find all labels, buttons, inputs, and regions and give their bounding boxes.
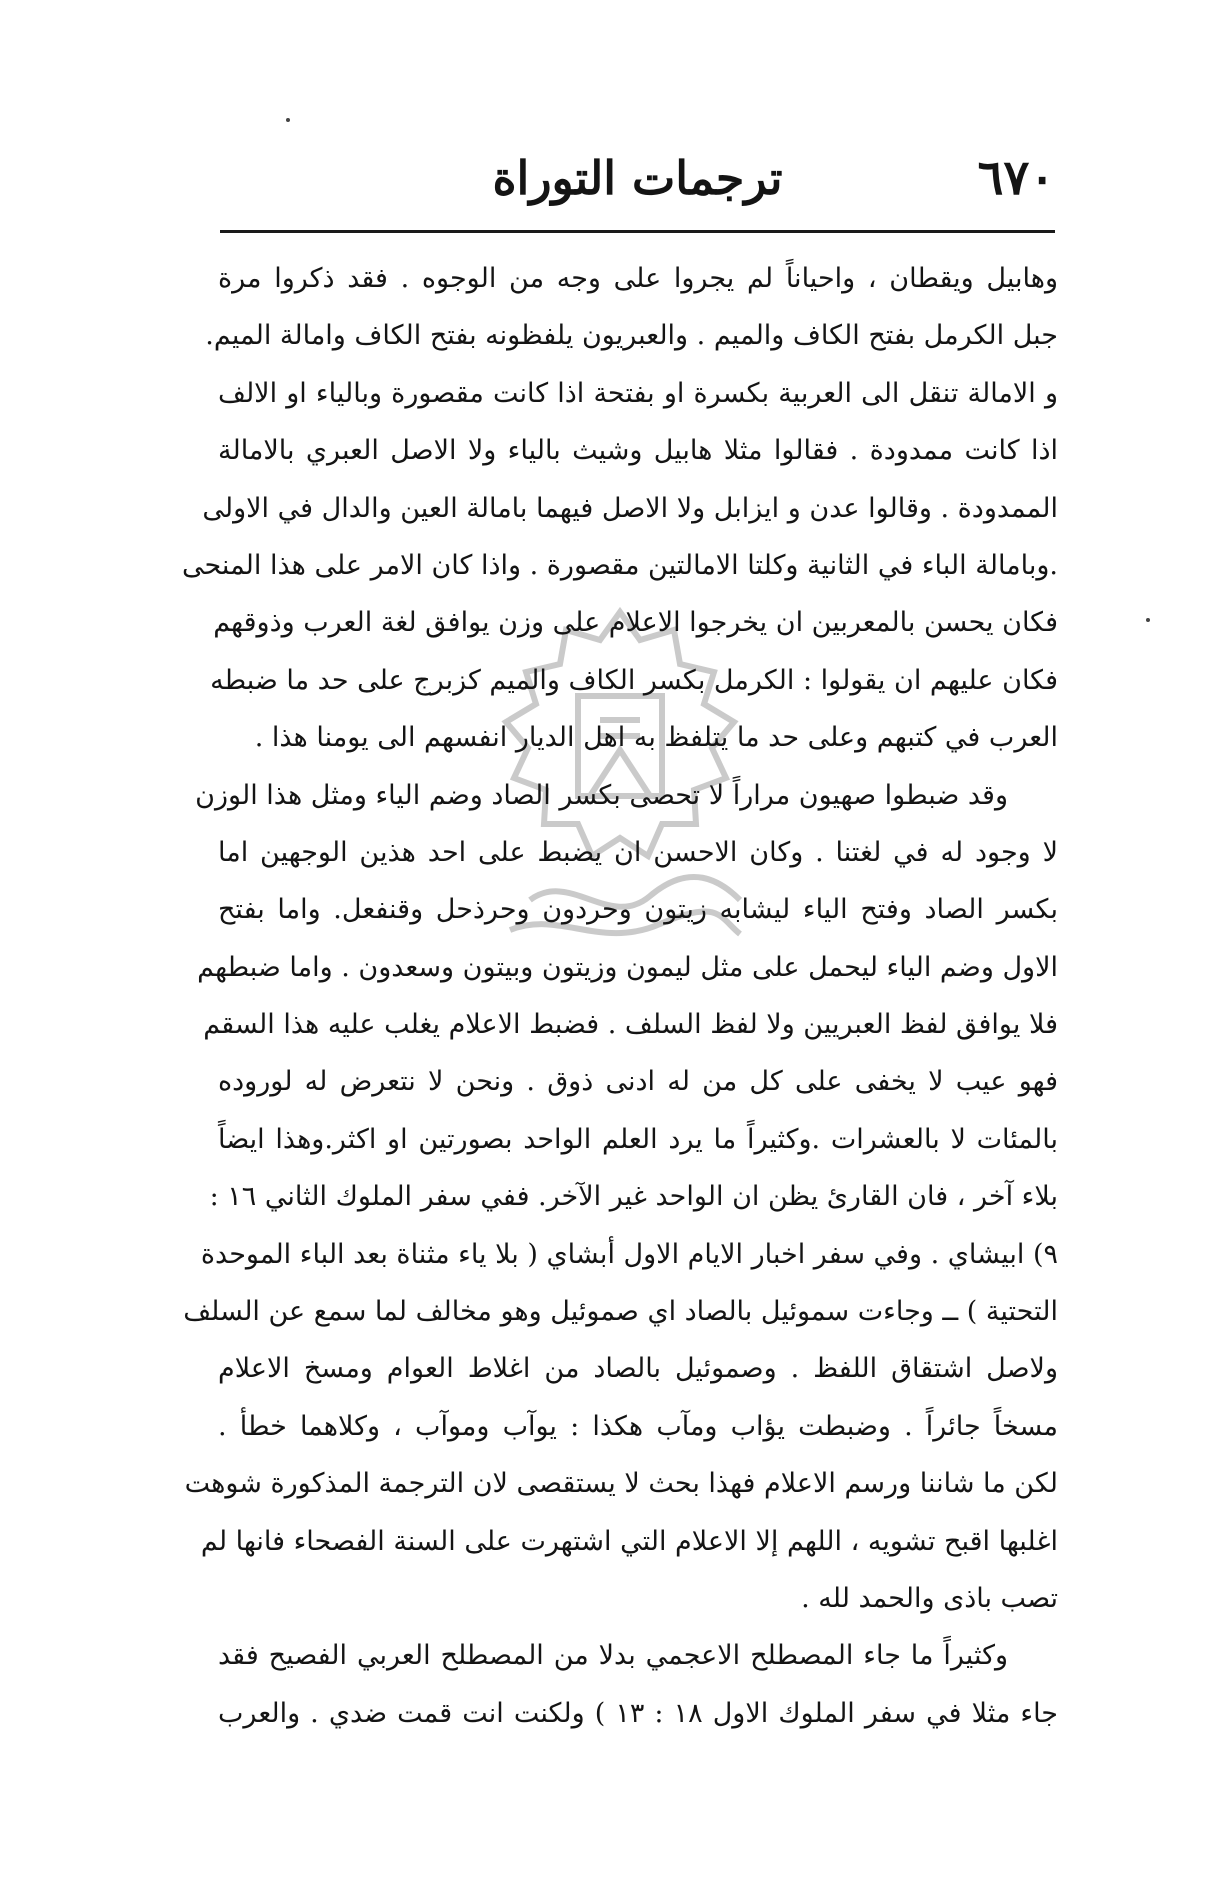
text-line: لكن ما شاننا ورسم الاعلام فهذا بحث لا يستقصى لان الترجمة المذكورة شوهت [184,1468,1058,1500]
text-line: التحتية ) ــ وجاءت سموئيل بالصاد اي صموئيل وهو مخالف لما سمع عن السلف [183,1296,1058,1328]
text-line: الاول وضم الياء ليحمل على مثل ليمون وزيتون وبيتون وسعدون . واما ضبطهم [197,951,1058,983]
paragraph-start-line: وكثيراً ما جاء المصطلح الاعجمي بدلا من المصطلح العربي الفصيح فقد [218,1640,1008,1672]
scan-speck [1146,618,1150,622]
page-header [220,148,1055,228]
text-line: وهابيل ويقطان ، واحياناً لم يجروا على وجه من الوجوه . فقد ذكروا مرة [218,263,1058,294]
text-line: بالمئات لا بالعشرات .وكثيراً ما يرد العلم الواحد بصورتين او اكثر.وهذا ايضاً [218,1123,1058,1155]
text-line: اغلبها اقبح تشويه ، اللهم إلا الاعلام التي اشتهرت على السنة الفصحاء فانها لم [200,1525,1058,1557]
text-line: مسخاً جائراً . وضبطت يؤاب ومآب هكذا : يوآب وموآب ، وكلاهما خطأ . [218,1410,1058,1442]
body-text [181,250,1059,1742]
text-line: ولاصل اشتقاق اللفظ . وصموئيل بالصاد من اغلاط العوام ومسخ الاعلام [218,1353,1058,1385]
page-number: ٦٧٠ [977,150,1055,206]
text-line: اذا كانت ممدودة . فقالوا مثلا هابيل وشيث بالياء ولا الاصل العبري بالامالة [218,435,1058,467]
text-line: جاء مثلا في سفر الملوك الاول ١٨ : ١٣ ) ولكنت انت قمت ضدي . والعرب [218,1697,1059,1729]
text-line: العرب في كتبهم وعلى حد ما يتلفظ به اهل الديار انفسهم الى يومنا هذا . [254,722,1058,754]
text-line: فكان يحسن بالمعربين ان يخرجوا الاعلام على وزن يوافق لغة العرب وذوقهم [213,607,1058,639]
scan-speck [286,118,290,122]
paragraph-start-line: وقد ضبطوا صهيون مراراً لا تحصى بكسر الصاد وضم الياء ومثل هذا الوزن [195,779,1008,811]
header-rule [220,230,1055,233]
text-line: جبل الكرمل بفتح الكاف والميم . والعبريون يلفظونه بفتح الكاف وامالة الميم. [205,320,1058,352]
text-line: لا وجود له في لغتنا . وكان الاحسن ان يضبط على احد هذين الوجهين اما [218,836,1058,868]
text-line: فكان عليهم ان يقولوا : الكرمل بكسر الكاف والميم كزبرج على حد ما ضبطه [210,664,1058,696]
text-line: بلاء آخر ، فان القارئ يظن ان الواحد غير الآخر. ففي سفر الملوك الثاني ١٦ : [209,1181,1058,1213]
text-line: فلا يوافق لفظ العبريين ولا لفظ السلف . فضبط الاعلام يغلب عليه هذا السقم [203,1009,1058,1041]
text-line: و الامالة تنقل الى العربية بكسرة او بفتحة اذا كانت مقصورة وبالياء او الالف [218,377,1058,409]
text-line: فهو عيب لا يخفى على كل من له ادنى ذوق . ونحن لا نتعرض له لوروده [218,1066,1058,1098]
running-title: ترجمات التوراة [492,151,783,205]
text-line: تصب باذى والحمد لله . [801,1582,1058,1614]
text-line: بكسر الصاد وفتح الياء ليشابه زيتون وحردون وحرذحل وقنفعل. واما بفتح [218,894,1058,926]
text-line: الممدودة . وقالوا عدن و ايزابل ولا الاصل فيهما بامالة العين والدال في الاولى [202,492,1058,524]
text-line: ٩) ابيشاي . وفي سفر اخبار الايام الاول أبشاي ( بلا ياء مثناة بعد الباء الموحدة [200,1238,1058,1270]
text-line: .وبامالة الباء في الثانية وكلتا الامالتين مقصورة . واذا كان الامر على هذا المنحى [181,549,1058,581]
